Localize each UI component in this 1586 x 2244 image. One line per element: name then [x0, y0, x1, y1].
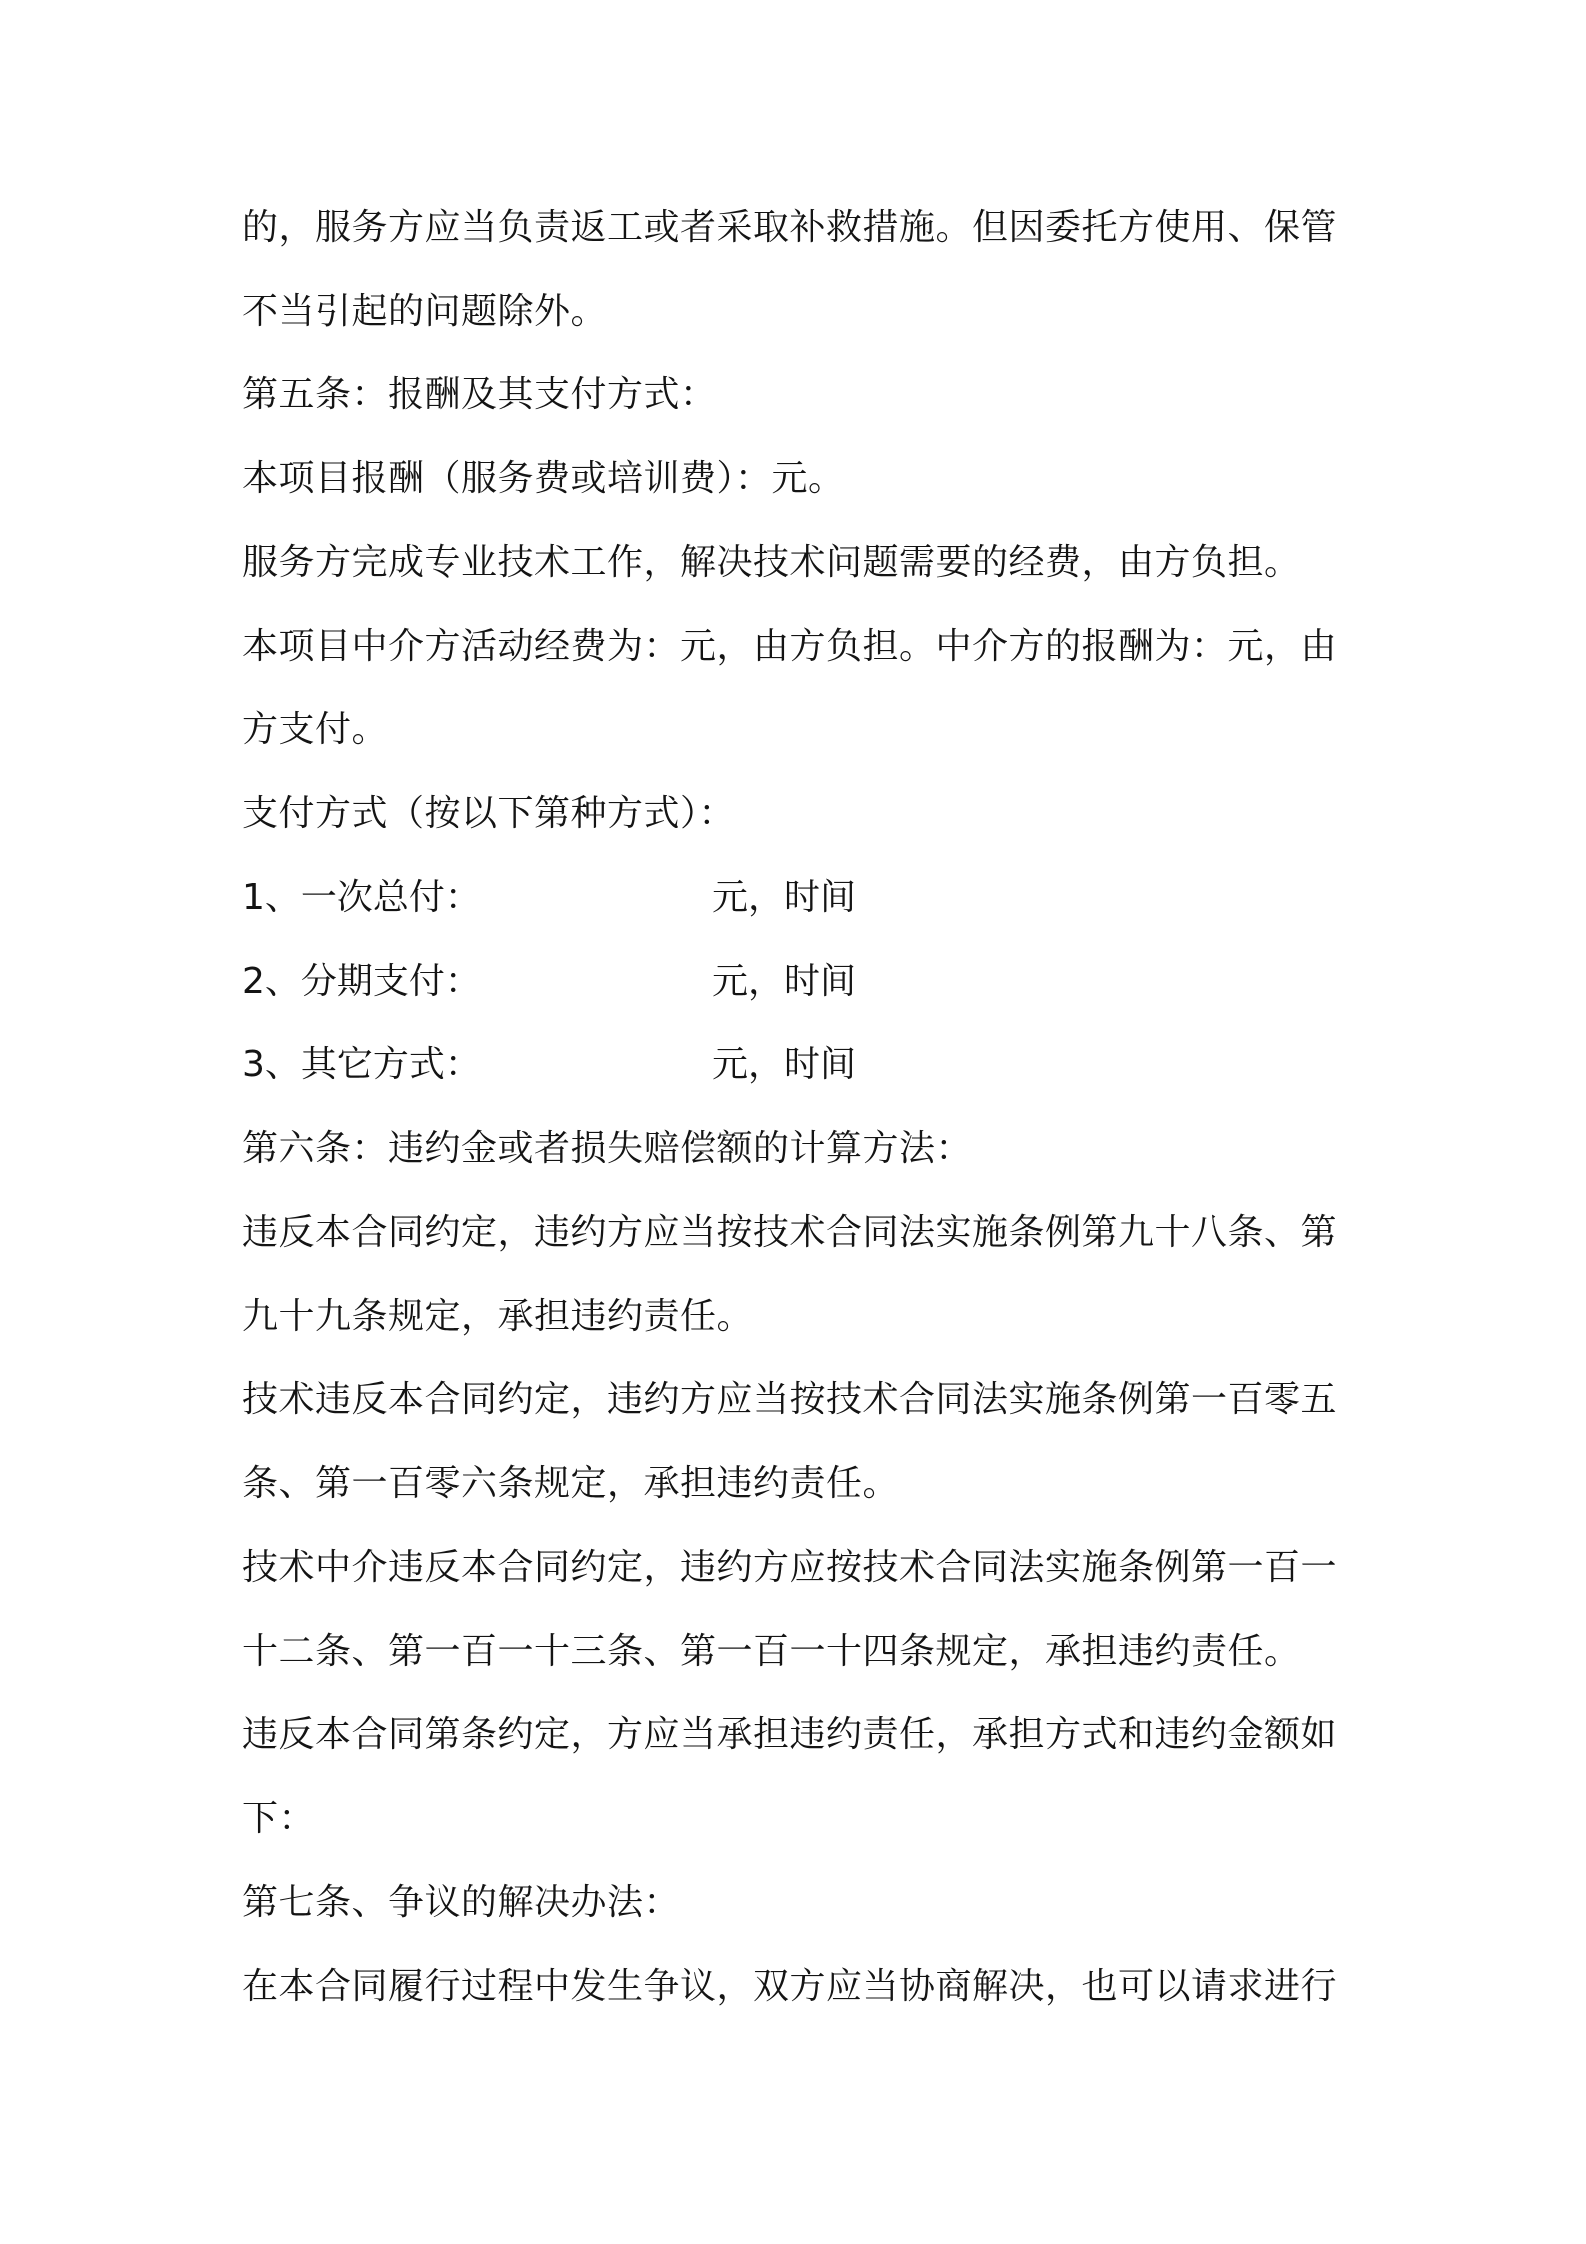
article-heading: 第六条：违约金或者损失赔偿额的计算方法：	[242, 1128, 973, 1169]
text-line: 不当引起的问题除外。	[242, 291, 608, 332]
payment-option-row	[242, 957, 1362, 1007]
text-line: 本项目报酬（服务费或培训费）：元。	[242, 458, 845, 499]
text-line: 方支付。	[242, 709, 389, 750]
text-line: 违反本合同第条约定，方应当承担违约责任，承担方式和违约金额如	[242, 1714, 1338, 1755]
text-line: 十二条、第一百一十三条、第一百一十四条规定，承担违约责任。	[242, 1631, 1301, 1672]
article-heading: 第五条：报酬及其支付方式：	[242, 374, 717, 415]
payment-option-row	[242, 1040, 1362, 1090]
text-line: 违反本合同约定，违约方应当按技术合同法实施条例第九十八条、第	[242, 1212, 1338, 1253]
text-line: 支付方式（按以下第种方式）：	[242, 793, 736, 834]
text-line: 的，服务方应当负责返工或者采取补救措施。但因委托方使用、保管	[242, 207, 1338, 248]
payment-option-amount: 元，时间	[712, 877, 857, 918]
payment-option-label: 2、分期支付：	[242, 961, 481, 1002]
text-line: 下：	[242, 1798, 316, 1839]
text-line: 条、第一百零六条规定，承担违约责任。	[242, 1463, 900, 1504]
payment-option-label: 1、一次总付：	[242, 877, 481, 918]
payment-option-amount: 元，时间	[712, 1044, 857, 1085]
text-line: 在本合同履行过程中发生争议，双方应当协商解决，也可以请求进行	[242, 1966, 1338, 2007]
text-line: 服务方完成专业技术工作，解决技术问题需要的经费，由方负担。	[242, 542, 1301, 583]
article-heading: 第七条、争议的解决办法：	[242, 1882, 681, 1923]
payment-option-row	[242, 873, 1362, 923]
text-line: 技术违反本合同约定，违约方应当按技术合同法实施条例第一百零五	[242, 1379, 1338, 1420]
text-line: 技术中介违反本合同约定，违约方应按技术合同法实施条例第一百一	[242, 1547, 1338, 1588]
payment-option-label: 3、其它方式：	[242, 1044, 481, 1085]
text-line: 本项目中介方活动经费为：元，由方负担。中介方的报酬为：元，由	[242, 626, 1338, 667]
payment-option-amount: 元，时间	[712, 961, 857, 1002]
text-line: 九十九条规定，承担违约责任。	[242, 1296, 754, 1337]
